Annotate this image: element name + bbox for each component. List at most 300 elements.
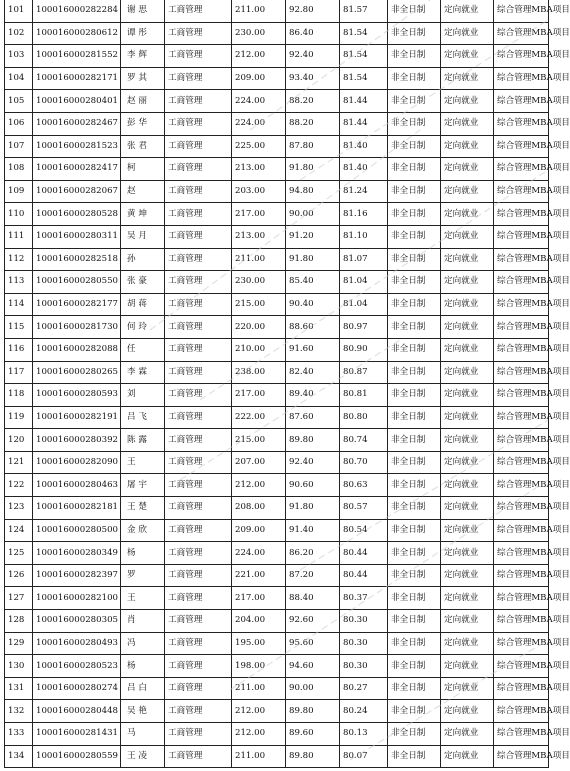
score-initial-cell: 225.00 bbox=[232, 135, 286, 158]
score-total-cell: 80.87 bbox=[340, 361, 388, 384]
score-retest-cell: 92.80 bbox=[286, 0, 340, 22]
row-number-cell: 110 bbox=[5, 203, 33, 226]
program-cell: 综合管理MBA项目 bbox=[494, 610, 549, 633]
score-initial-cell: 212.00 bbox=[232, 45, 286, 68]
table-row bbox=[5, 0, 549, 22]
score-total-cell: 81.24 bbox=[340, 180, 388, 203]
study-mode-cell: 非全日制 bbox=[388, 90, 441, 113]
study-mode-cell: 非全日制 bbox=[388, 451, 441, 474]
program-cell: 综合管理MBA项目 bbox=[494, 293, 549, 316]
employment-type-cell: 定向就业 bbox=[441, 338, 494, 361]
candidate-id-cell: 100016000282467 bbox=[33, 112, 121, 135]
study-mode-cell: 非全日制 bbox=[388, 564, 441, 587]
roster-body bbox=[5, 0, 570, 768]
score-retest-cell: 95.60 bbox=[286, 632, 340, 655]
score-initial-cell: 213.00 bbox=[232, 158, 286, 181]
program-cell: 综合管理MBA项目 bbox=[494, 655, 549, 678]
study-mode-cell: 非全日制 bbox=[388, 497, 441, 520]
employment-type-cell: 定向就业 bbox=[441, 542, 494, 565]
study-mode-cell: 非全日制 bbox=[388, 655, 441, 678]
score-retest-cell: 89.80 bbox=[286, 745, 340, 768]
major-cell: 工商管理 bbox=[165, 90, 232, 113]
major-cell: 工商管理 bbox=[165, 225, 232, 248]
major-cell: 工商管理 bbox=[165, 677, 232, 700]
major-cell: 工商管理 bbox=[165, 406, 232, 429]
score-initial-cell: 203.00 bbox=[232, 180, 286, 203]
table-row bbox=[5, 361, 549, 384]
program-cell: 综合管理MBA项目 bbox=[494, 158, 549, 181]
study-mode-cell: 非全日制 bbox=[388, 293, 441, 316]
candidate-id-cell: 100016000281523 bbox=[33, 135, 121, 158]
score-total-cell: 81.40 bbox=[340, 158, 388, 181]
program-cell: 综合管理MBA项目 bbox=[494, 700, 549, 723]
score-total-cell: 81.10 bbox=[340, 225, 388, 248]
candidate-id-cell: 100016000282397 bbox=[33, 564, 121, 587]
study-mode-cell: 非全日制 bbox=[388, 158, 441, 181]
candidate-name-cell: 刘 bbox=[121, 384, 165, 407]
study-mode-cell: 非全日制 bbox=[388, 22, 441, 45]
row-number-cell: 101 bbox=[5, 0, 33, 22]
table-row bbox=[5, 338, 549, 361]
employment-type-cell: 定向就业 bbox=[441, 451, 494, 474]
study-mode-cell: 非全日制 bbox=[388, 180, 441, 203]
candidate-name-cell: 吕 飞 bbox=[121, 406, 165, 429]
score-retest-cell: 82.40 bbox=[286, 361, 340, 384]
row-number-cell: 109 bbox=[5, 180, 33, 203]
score-total-cell: 80.07 bbox=[340, 745, 388, 768]
score-initial-cell: 207.00 bbox=[232, 451, 286, 474]
program-cell: 综合管理MBA项目 bbox=[494, 22, 549, 45]
major-cell: 工商管理 bbox=[165, 497, 232, 520]
table-row bbox=[5, 316, 549, 339]
employment-type-cell: 定向就业 bbox=[441, 225, 494, 248]
employment-type-cell: 定向就业 bbox=[441, 429, 494, 452]
employment-type-cell: 定向就业 bbox=[441, 745, 494, 768]
employment-type-cell: 定向就业 bbox=[441, 677, 494, 700]
study-mode-cell: 非全日制 bbox=[388, 587, 441, 610]
score-initial-cell: 224.00 bbox=[232, 542, 286, 565]
score-retest-cell: 88.40 bbox=[286, 587, 340, 610]
candidate-id-cell: 100016000280550 bbox=[33, 271, 121, 294]
employment-type-cell: 定向就业 bbox=[441, 90, 494, 113]
candidate-name-cell: 吴 月 bbox=[121, 225, 165, 248]
candidate-name-cell: 赵 丽 bbox=[121, 90, 165, 113]
score-total-cell: 80.30 bbox=[340, 655, 388, 678]
score-total-cell: 80.44 bbox=[340, 564, 388, 587]
major-cell: 工商管理 bbox=[165, 542, 232, 565]
score-total-cell: 81.54 bbox=[340, 45, 388, 68]
score-total-cell: 80.70 bbox=[340, 451, 388, 474]
employment-type-cell: 定向就业 bbox=[441, 293, 494, 316]
score-total-cell: 80.44 bbox=[340, 542, 388, 565]
table-row bbox=[5, 610, 549, 633]
candidate-id-cell: 100016000282284 bbox=[33, 0, 121, 22]
score-initial-cell: 217.00 bbox=[232, 384, 286, 407]
candidate-id-cell: 100016000280448 bbox=[33, 700, 121, 723]
row-number-cell: 104 bbox=[5, 67, 33, 90]
candidate-id-cell: 100016000282088 bbox=[33, 338, 121, 361]
candidate-id-cell: 100016000280463 bbox=[33, 474, 121, 497]
study-mode-cell: 非全日制 bbox=[388, 406, 441, 429]
major-cell: 工商管理 bbox=[165, 451, 232, 474]
employment-type-cell: 定向就业 bbox=[441, 723, 494, 746]
score-initial-cell: 208.00 bbox=[232, 497, 286, 520]
score-retest-cell: 89.60 bbox=[286, 723, 340, 746]
program-cell: 综合管理MBA项目 bbox=[494, 451, 549, 474]
candidate-name-cell: 罗 其 bbox=[121, 67, 165, 90]
score-total-cell: 81.07 bbox=[340, 248, 388, 271]
table-row bbox=[5, 587, 549, 610]
table-row bbox=[5, 406, 549, 429]
score-total-cell: 81.44 bbox=[340, 90, 388, 113]
candidate-id-cell: 100016000280349 bbox=[33, 542, 121, 565]
score-total-cell: 81.54 bbox=[340, 67, 388, 90]
program-cell: 综合管理MBA项目 bbox=[494, 632, 549, 655]
study-mode-cell: 非全日制 bbox=[388, 203, 441, 226]
score-retest-cell: 89.80 bbox=[286, 700, 340, 723]
score-retest-cell: 91.80 bbox=[286, 497, 340, 520]
table-row bbox=[5, 632, 549, 655]
employment-type-cell: 定向就业 bbox=[441, 316, 494, 339]
score-total-cell: 81.44 bbox=[340, 112, 388, 135]
score-total-cell: 81.54 bbox=[340, 22, 388, 45]
row-number-cell: 107 bbox=[5, 135, 33, 158]
major-cell: 工商管理 bbox=[165, 700, 232, 723]
candidate-name-cell: 李 霖 bbox=[121, 361, 165, 384]
candidate-name-cell: 孙 bbox=[121, 248, 165, 271]
candidate-name-cell: 杨 bbox=[121, 542, 165, 565]
row-number-cell: 106 bbox=[5, 112, 33, 135]
program-cell: 综合管理MBA项目 bbox=[494, 203, 549, 226]
major-cell: 工商管理 bbox=[165, 248, 232, 271]
score-total-cell: 80.24 bbox=[340, 700, 388, 723]
candidate-id-cell: 100016000280274 bbox=[33, 677, 121, 700]
score-initial-cell: 209.00 bbox=[232, 67, 286, 90]
program-cell: 综合管理MBA项目 bbox=[494, 474, 549, 497]
table-row bbox=[5, 700, 549, 723]
program-cell: 综合管理MBA项目 bbox=[494, 429, 549, 452]
study-mode-cell: 非全日制 bbox=[388, 723, 441, 746]
row-number-cell: 108 bbox=[5, 158, 33, 181]
major-cell: 工商管理 bbox=[165, 429, 232, 452]
candidate-name-cell: 陈 露 bbox=[121, 429, 165, 452]
row-number-cell: 131 bbox=[5, 677, 33, 700]
score-total-cell: 81.04 bbox=[340, 293, 388, 316]
score-retest-cell: 89.80 bbox=[286, 429, 340, 452]
score-total-cell: 81.16 bbox=[340, 203, 388, 226]
major-cell: 工商管理 bbox=[165, 67, 232, 90]
candidate-id-cell: 100016000280528 bbox=[33, 203, 121, 226]
table-row bbox=[5, 180, 549, 203]
row-number-cell: 127 bbox=[5, 587, 33, 610]
study-mode-cell: 非全日制 bbox=[388, 316, 441, 339]
score-total-cell: 80.63 bbox=[340, 474, 388, 497]
score-retest-cell: 88.20 bbox=[286, 112, 340, 135]
employment-type-cell: 定向就业 bbox=[441, 564, 494, 587]
candidate-name-cell: 彭 华 bbox=[121, 112, 165, 135]
table-row bbox=[5, 451, 549, 474]
employment-type-cell: 定向就业 bbox=[441, 271, 494, 294]
candidate-id-cell: 100016000280559 bbox=[33, 745, 121, 768]
study-mode-cell: 非全日制 bbox=[388, 519, 441, 542]
score-initial-cell: 195.00 bbox=[232, 632, 286, 655]
employment-type-cell: 定向就业 bbox=[441, 203, 494, 226]
major-cell: 工商管理 bbox=[165, 112, 232, 135]
candidate-name-cell: 谭 彤 bbox=[121, 22, 165, 45]
program-cell: 综合管理MBA项目 bbox=[494, 677, 549, 700]
study-mode-cell: 非全日制 bbox=[388, 745, 441, 768]
candidate-name-cell: 柯 bbox=[121, 158, 165, 181]
score-retest-cell: 87.80 bbox=[286, 135, 340, 158]
score-initial-cell: 212.00 bbox=[232, 700, 286, 723]
score-initial-cell: 211.00 bbox=[232, 745, 286, 768]
candidate-name-cell: 肖 bbox=[121, 610, 165, 633]
score-initial-cell: 220.00 bbox=[232, 316, 286, 339]
major-cell: 工商管理 bbox=[165, 22, 232, 45]
row-number-cell: 116 bbox=[5, 338, 33, 361]
candidate-name-cell: 屠 宇 bbox=[121, 474, 165, 497]
candidate-name-cell: 王 楚 bbox=[121, 497, 165, 520]
table-row bbox=[5, 519, 549, 542]
candidate-name-cell: 谢 思 bbox=[121, 0, 165, 22]
table-row bbox=[5, 203, 549, 226]
score-initial-cell: 213.00 bbox=[232, 225, 286, 248]
study-mode-cell: 非全日制 bbox=[388, 700, 441, 723]
candidate-name-cell: 张 豪 bbox=[121, 271, 165, 294]
score-total-cell: 80.90 bbox=[340, 338, 388, 361]
candidate-id-cell: 100016000280392 bbox=[33, 429, 121, 452]
candidate-id-cell: 100016000281730 bbox=[33, 316, 121, 339]
score-initial-cell: 211.00 bbox=[232, 0, 286, 22]
employment-type-cell: 定向就业 bbox=[441, 406, 494, 429]
score-retest-cell: 93.40 bbox=[286, 67, 340, 90]
major-cell: 工商管理 bbox=[165, 655, 232, 678]
major-cell: 工商管理 bbox=[165, 203, 232, 226]
candidate-id-cell: 100016000280523 bbox=[33, 655, 121, 678]
score-retest-cell: 90.40 bbox=[286, 293, 340, 316]
study-mode-cell: 非全日制 bbox=[388, 135, 441, 158]
candidate-id-cell: 100016000280593 bbox=[33, 384, 121, 407]
candidate-id-cell: 100016000282171 bbox=[33, 67, 121, 90]
employment-type-cell: 定向就业 bbox=[441, 587, 494, 610]
candidate-id-cell: 100016000280311 bbox=[33, 225, 121, 248]
score-retest-cell: 86.20 bbox=[286, 542, 340, 565]
major-cell: 工商管理 bbox=[165, 384, 232, 407]
program-cell: 综合管理MBA项目 bbox=[494, 112, 549, 135]
program-cell: 综合管理MBA项目 bbox=[494, 587, 549, 610]
score-initial-cell: 217.00 bbox=[232, 203, 286, 226]
candidate-name-cell: 王 bbox=[121, 587, 165, 610]
program-cell: 综合管理MBA项目 bbox=[494, 745, 549, 768]
score-initial-cell: 212.00 bbox=[232, 474, 286, 497]
score-total-cell: 80.30 bbox=[340, 632, 388, 655]
score-retest-cell: 94.80 bbox=[286, 180, 340, 203]
row-number-cell: 128 bbox=[5, 610, 33, 633]
score-initial-cell: 224.00 bbox=[232, 90, 286, 113]
employment-type-cell: 定向就业 bbox=[441, 519, 494, 542]
employment-type-cell: 定向就业 bbox=[441, 248, 494, 271]
score-retest-cell: 91.20 bbox=[286, 225, 340, 248]
score-retest-cell: 90.00 bbox=[286, 203, 340, 226]
employment-type-cell: 定向就业 bbox=[441, 112, 494, 135]
study-mode-cell: 非全日制 bbox=[388, 67, 441, 90]
major-cell: 工商管理 bbox=[165, 723, 232, 746]
program-cell: 综合管理MBA项目 bbox=[494, 248, 549, 271]
candidate-id-cell: 100016000282417 bbox=[33, 158, 121, 181]
score-total-cell: 80.81 bbox=[340, 384, 388, 407]
score-total-cell: 80.27 bbox=[340, 677, 388, 700]
table-row bbox=[5, 112, 549, 135]
employment-type-cell: 定向就业 bbox=[441, 67, 494, 90]
candidate-name-cell: 张 君 bbox=[121, 135, 165, 158]
score-retest-cell: 90.00 bbox=[286, 677, 340, 700]
study-mode-cell: 非全日制 bbox=[388, 271, 441, 294]
study-mode-cell: 非全日制 bbox=[388, 361, 441, 384]
table-row bbox=[5, 135, 549, 158]
employment-type-cell: 定向就业 bbox=[441, 158, 494, 181]
candidate-name-cell: 罗 bbox=[121, 564, 165, 587]
candidate-name-cell: 吴 艳 bbox=[121, 700, 165, 723]
score-total-cell: 80.97 bbox=[340, 316, 388, 339]
candidate-name-cell: 何 玲 bbox=[121, 316, 165, 339]
major-cell: 工商管理 bbox=[165, 135, 232, 158]
score-total-cell: 80.80 bbox=[340, 406, 388, 429]
program-cell: 综合管理MBA项目 bbox=[494, 406, 549, 429]
program-cell: 综合管理MBA项目 bbox=[494, 519, 549, 542]
row-number-cell: 118 bbox=[5, 384, 33, 407]
program-cell: 综合管理MBA项目 bbox=[494, 45, 549, 68]
score-initial-cell: 212.00 bbox=[232, 723, 286, 746]
row-number-cell: 112 bbox=[5, 248, 33, 271]
employment-type-cell: 定向就业 bbox=[441, 45, 494, 68]
major-cell: 工商管理 bbox=[165, 519, 232, 542]
score-initial-cell: 222.00 bbox=[232, 406, 286, 429]
major-cell: 工商管理 bbox=[165, 338, 232, 361]
score-total-cell: 80.13 bbox=[340, 723, 388, 746]
table-row bbox=[5, 384, 549, 407]
major-cell: 工商管理 bbox=[165, 271, 232, 294]
study-mode-cell: 非全日制 bbox=[388, 632, 441, 655]
score-initial-cell: 204.00 bbox=[232, 610, 286, 633]
employment-type-cell: 定向就业 bbox=[441, 135, 494, 158]
row-number-cell: 105 bbox=[5, 90, 33, 113]
table-row bbox=[5, 293, 549, 316]
table-row bbox=[5, 564, 549, 587]
score-retest-cell: 88.60 bbox=[286, 316, 340, 339]
study-mode-cell: 非全日制 bbox=[388, 45, 441, 68]
row-number-cell: 120 bbox=[5, 429, 33, 452]
employment-type-cell: 定向就业 bbox=[441, 655, 494, 678]
candidate-id-cell: 100016000282090 bbox=[33, 451, 121, 474]
score-initial-cell: 209.00 bbox=[232, 519, 286, 542]
program-cell: 综合管理MBA项目 bbox=[494, 564, 549, 587]
score-initial-cell: 215.00 bbox=[232, 429, 286, 452]
candidate-name-cell: 李 辉 bbox=[121, 45, 165, 68]
score-total-cell: 81.40 bbox=[340, 135, 388, 158]
score-total-cell: 80.74 bbox=[340, 429, 388, 452]
study-mode-cell: 非全日制 bbox=[388, 248, 441, 271]
study-mode-cell: 非全日制 bbox=[388, 610, 441, 633]
employment-type-cell: 定向就业 bbox=[441, 361, 494, 384]
score-retest-cell: 85.40 bbox=[286, 271, 340, 294]
row-number-cell: 122 bbox=[5, 474, 33, 497]
row-number-cell: 125 bbox=[5, 542, 33, 565]
row-number-cell: 103 bbox=[5, 45, 33, 68]
major-cell: 工商管理 bbox=[165, 45, 232, 68]
employment-type-cell: 定向就业 bbox=[441, 180, 494, 203]
major-cell: 工商管理 bbox=[165, 158, 232, 181]
candidate-name-cell: 王 bbox=[121, 451, 165, 474]
score-retest-cell: 91.80 bbox=[286, 158, 340, 181]
score-retest-cell: 94.60 bbox=[286, 655, 340, 678]
candidate-id-cell: 100016000281431 bbox=[33, 723, 121, 746]
employment-type-cell: 定向就业 bbox=[441, 22, 494, 45]
row-number-cell: 114 bbox=[5, 293, 33, 316]
row-number-cell: 132 bbox=[5, 700, 33, 723]
score-retest-cell: 90.60 bbox=[286, 474, 340, 497]
major-cell: 工商管理 bbox=[165, 587, 232, 610]
row-number-cell: 129 bbox=[5, 632, 33, 655]
admission-roster-table bbox=[4, 0, 570, 768]
score-retest-cell: 89.40 bbox=[286, 384, 340, 407]
table-row bbox=[5, 158, 549, 181]
candidate-id-cell: 100016000282181 bbox=[33, 497, 121, 520]
score-total-cell: 80.57 bbox=[340, 497, 388, 520]
employment-type-cell: 定向就业 bbox=[441, 610, 494, 633]
candidate-name-cell: 赵 bbox=[121, 180, 165, 203]
major-cell: 工商管理 bbox=[165, 180, 232, 203]
study-mode-cell: 非全日制 bbox=[388, 225, 441, 248]
candidate-name-cell: 杨 bbox=[121, 655, 165, 678]
table-row bbox=[5, 271, 549, 294]
study-mode-cell: 非全日制 bbox=[388, 384, 441, 407]
study-mode-cell: 非全日制 bbox=[388, 112, 441, 135]
program-cell: 综合管理MBA项目 bbox=[494, 135, 549, 158]
study-mode-cell: 非全日制 bbox=[388, 429, 441, 452]
row-number-cell: 121 bbox=[5, 451, 33, 474]
table-row bbox=[5, 225, 549, 248]
score-retest-cell: 87.20 bbox=[286, 564, 340, 587]
score-initial-cell: 221.00 bbox=[232, 564, 286, 587]
program-cell: 综合管理MBA项目 bbox=[494, 497, 549, 520]
employment-type-cell: 定向就业 bbox=[441, 632, 494, 655]
row-number-cell: 117 bbox=[5, 361, 33, 384]
table-row bbox=[5, 90, 549, 113]
score-initial-cell: 238.00 bbox=[232, 361, 286, 384]
major-cell: 工商管理 bbox=[165, 745, 232, 768]
major-cell: 工商管理 bbox=[165, 632, 232, 655]
candidate-name-cell: 王 凌 bbox=[121, 745, 165, 768]
score-total-cell: 80.30 bbox=[340, 610, 388, 633]
candidate-name-cell: 冯 bbox=[121, 632, 165, 655]
score-total-cell: 80.37 bbox=[340, 587, 388, 610]
table-row bbox=[5, 67, 549, 90]
row-number-cell: 133 bbox=[5, 723, 33, 746]
score-retest-cell: 91.80 bbox=[286, 248, 340, 271]
program-cell: 综合管理MBA项目 bbox=[494, 67, 549, 90]
major-cell: 工商管理 bbox=[165, 610, 232, 633]
candidate-name-cell: 吕 白 bbox=[121, 677, 165, 700]
row-number-cell: 124 bbox=[5, 519, 33, 542]
employment-type-cell: 定向就业 bbox=[441, 700, 494, 723]
candidate-name-cell: 马 bbox=[121, 723, 165, 746]
candidate-id-cell: 100016000282100 bbox=[33, 587, 121, 610]
program-cell: 综合管理MBA项目 bbox=[494, 90, 549, 113]
score-initial-cell: 210.00 bbox=[232, 338, 286, 361]
candidate-name-cell: 金 欣 bbox=[121, 519, 165, 542]
table-row bbox=[5, 45, 549, 68]
study-mode-cell: 非全日制 bbox=[388, 542, 441, 565]
